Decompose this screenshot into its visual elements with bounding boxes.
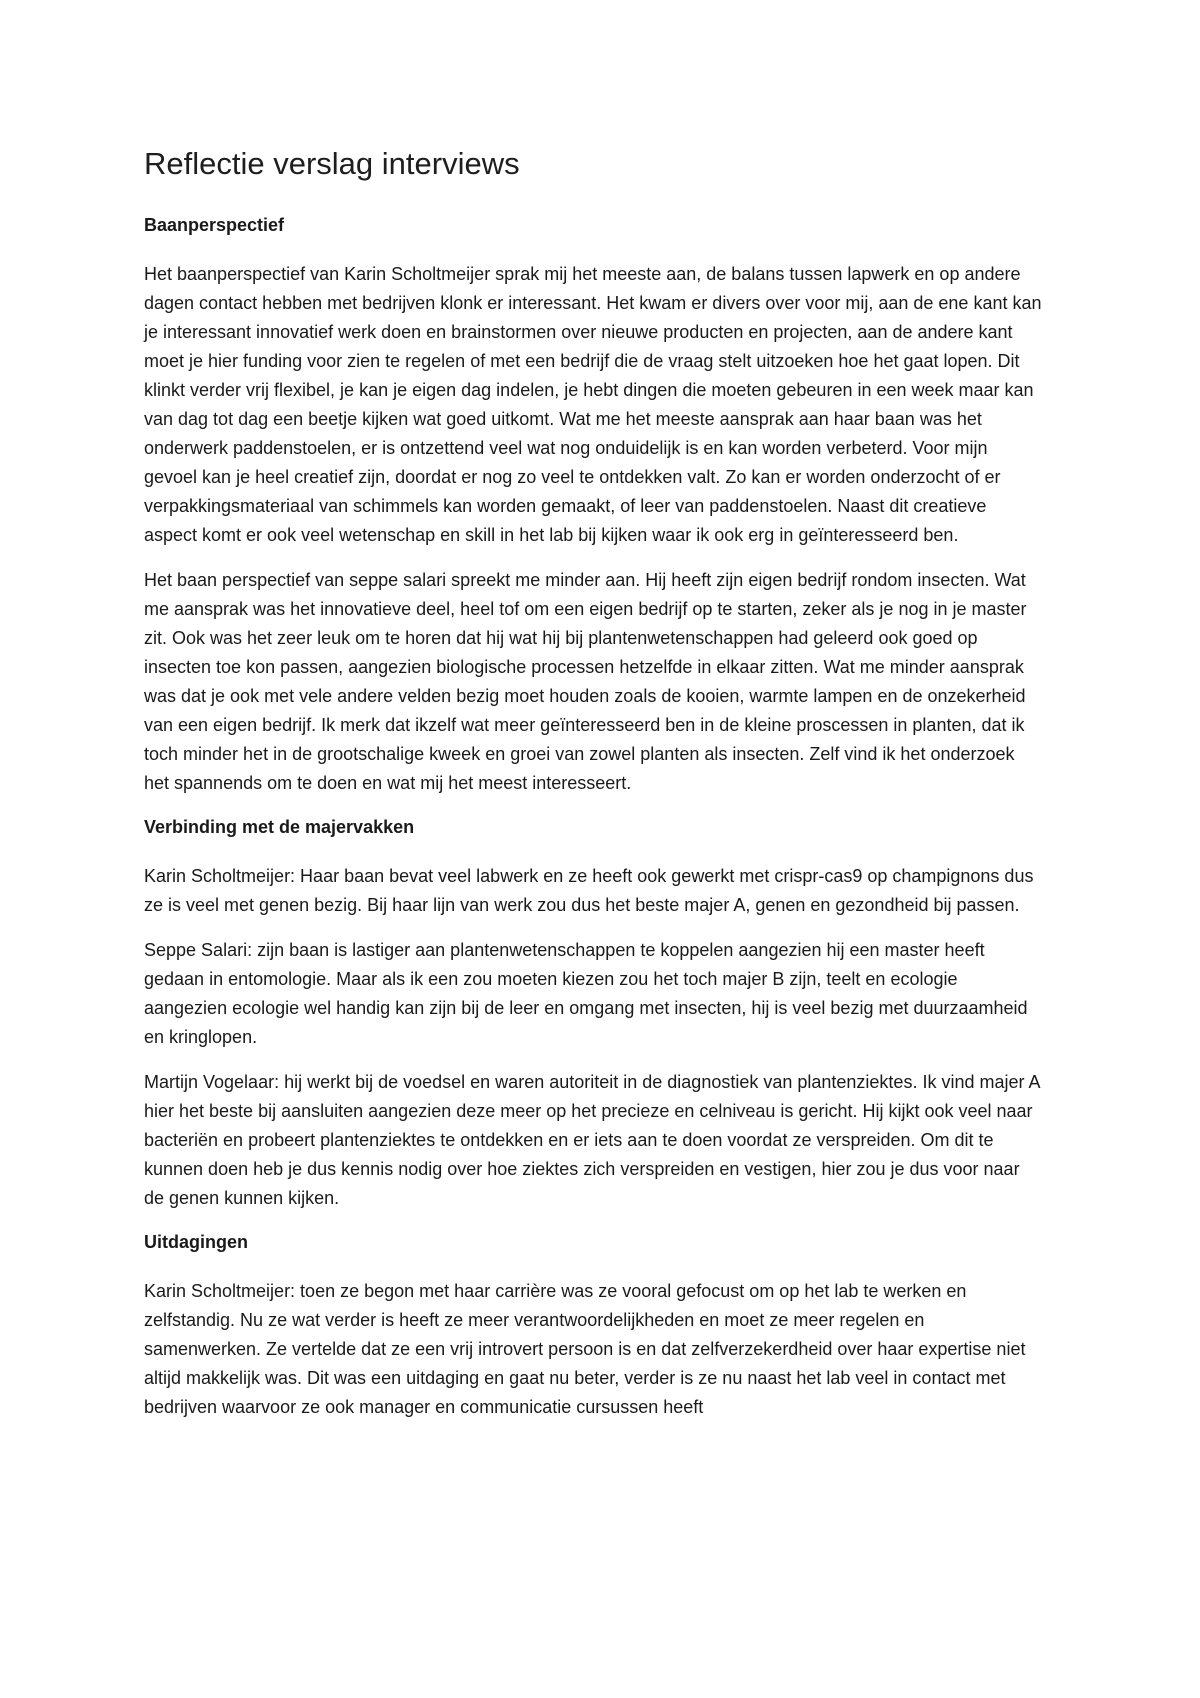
paragraph: Het baanperspectief van Karin Scholtmeijer sprak mij het meeste aan, de balans tussen lapwerk en op andere dagen contact hebben met bedrijven klonk er interessant. Het kwam er divers over voor mij, aan de ene kant kan je interessant innovatief werk doen en brainstormen over nieuwe producten en projecten, aan de andere kant moet je hier funding voor zien te regelen of met een bedrijf die de vraag stelt uitzoeken hoe het gaat lopen. Dit klinkt verder vrij flexibel, je kan je eigen dag indelen, je hebt dingen die moeten gebeuren in een week maar kan van dag tot dag een beetje kijken wat goed uitkomt. Wat me het meeste aansprak aan haar baan was het onderwerk paddenstoelen, er is ontzettend veel wat nog onduidelijk is en kan worden verbeterd. Voor mijn gevoel kan je heel creatief zijn, doordat er nog zo veel te ontdekken valt. Zo kan er worden onderzocht of er verpakkingsmateriaal van schimmels kan worden gemaakt, of leer van paddenstoelen. Naast dit creatieve aspect komt er ook veel wetenschap en skill in het lab bij kijken waar ik ook erg in geïnteresseerd ben. xyxy=(144,264,1042,545)
section-heading-baanperspectief: Baanperspectief xyxy=(144,215,285,235)
section-heading-verbinding: Verbinding met de majervakken xyxy=(144,817,415,837)
paragraph: Seppe Salari: zijn baan is lastiger aan plantenwetenschappen te koppelen aangezien hij een master heeft gedaan in entomologie. Maar als ik een zou moeten kiezen zou het toch majer B zijn, teelt en ecologie aangezien ecologie wel handig kan zijn bij de leer en omgang met insecten, hij is veel bezig met duurzaamheid en kringlopen. xyxy=(144,940,1028,1047)
paragraph: Het baan perspectief van seppe salari spreekt me minder aan. Hij heeft zijn eigen bedrijf rondom insecten. Wat me aansprak was het innovatieve deel, heel tof om een eigen bedrijf op te starten, zeker als je nog in je master zit. Ook was het zeer leuk om te horen dat hij wat hij bij plantenwetenschappen had geleerd ook goed op insecten toe kon passen, aangezien biologische processen hetzelfde in elkaar zitten. Wat me minder aansprak was dat je ook met vele andere velden bezig moet houden zoals de kooien, warmte lampen en de onzekerheid van een eigen bedrijf. Ik merk dat ikzelf wat meer geïnteresseerd ben in de kleine proscessen in planten, dat ik toch minder het in de grootschalige kweek en groei van zowel planten als insecten. Zelf vind ik het onderzoek het spannends om te doen en wat mij het meest interesseert. xyxy=(144,570,1027,793)
document-page xyxy=(144,144,1044,1438)
paragraph: Karin Scholtmeijer: toen ze begon met haar carrière was ze vooral gefocust om op het lab te werken en zelfstandig. Nu ze wat verder is heeft ze meer verantwoordelijkheden en moet ze meer regelen en samenwerken. Ze vertelde dat ze een vrij introvert persoon is en dat zelfverzekerdheid over haar expertise niet altijd makkelijk was. Dit was een uitdaging en gaat nu beter, verder is ze nu naast het lab veel in contact met bedrijven waarvoor ze ook manager en communicatie cursussen heeft xyxy=(144,1281,1026,1417)
paragraph: Karin Scholtmeijer: Haar baan bevat veel labwerk en ze heeft ook gewerkt met crispr-cas9 op champignons dus ze is veel met genen bezig. Bij haar lijn van werk zou dus het beste majer A, genen en gezondheid bij passen. xyxy=(144,866,1034,915)
section-heading-uitdagingen: Uitdagingen xyxy=(144,1232,248,1252)
paragraph: Martijn Vogelaar: hij werkt bij de voedsel en waren autoriteit in de diagnostiek van plantenziektes. Ik vind majer A hier het beste bij aansluiten aangezien deze meer op het precieze en celniveau is gericht. Hij kijkt ook veel naar bacteriën en probeert plantenziektes te ontdekken en er iets aan te doen voordat ze verspreiden. Om dit te kunnen doen heb je dus kennis nodig over hoe ziektes zich verspreiden en vestigen, hier zou je dus voor naar de genen kunnen kijken. xyxy=(144,1072,1040,1208)
document-title: Reflectie verslag interviews xyxy=(144,146,520,181)
